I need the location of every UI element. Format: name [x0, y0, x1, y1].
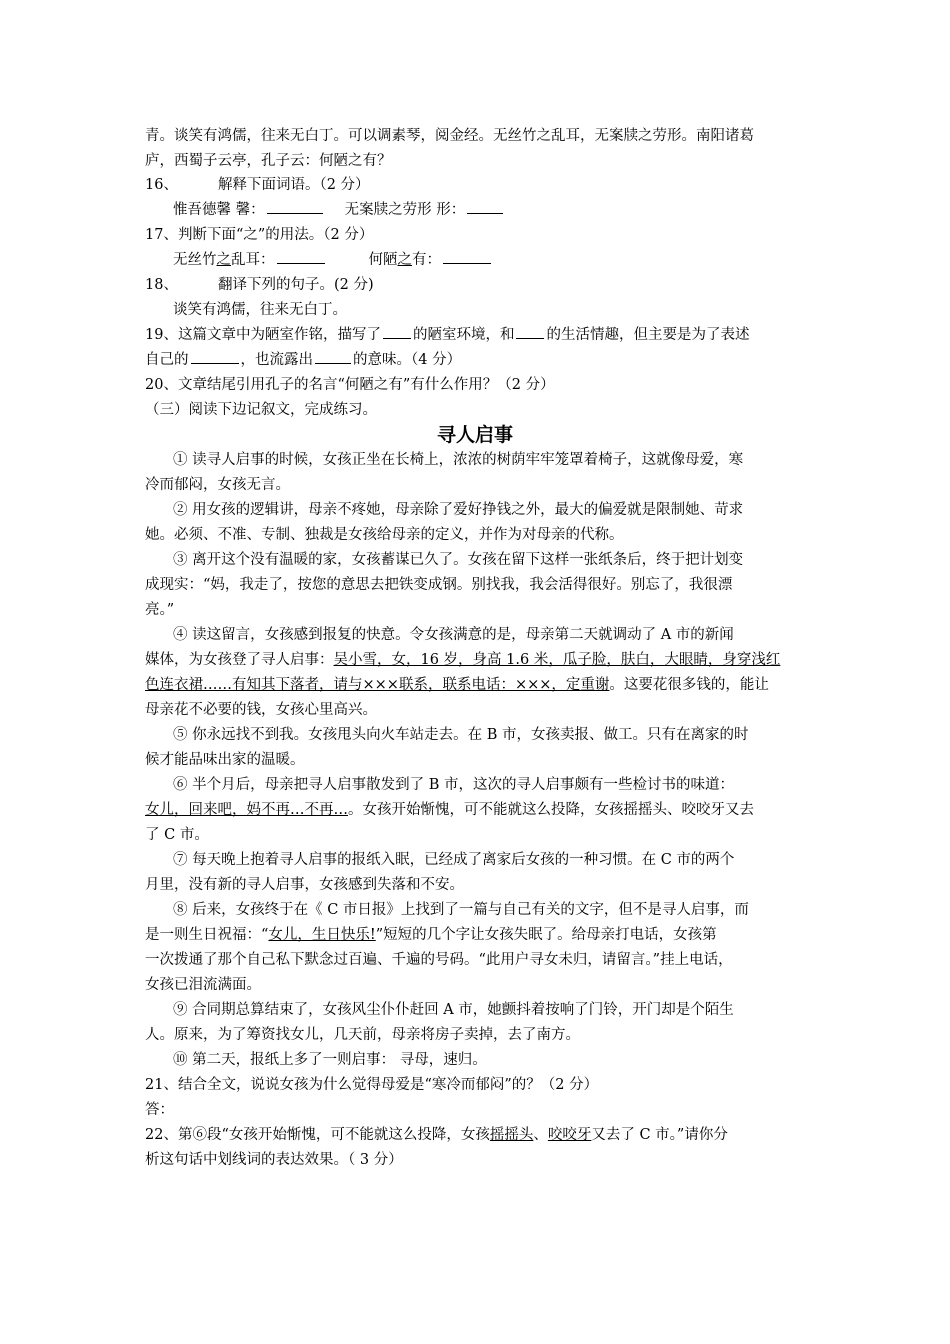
q17-item-2-text: 何陋 — [368, 252, 398, 268]
q19-text-a: 19、这篇文章中为陋室作铭，描写了 — [145, 327, 381, 343]
paragraph-4-line-3 — [145, 673, 810, 697]
paragraph-8-line-2 — [145, 923, 810, 947]
paragraph-5-line-2: 候才能品味出家的温暖。 — [145, 752, 305, 768]
question-16 — [145, 173, 810, 197]
paragraph-7-line-1: ⑦ 每天晚上抱着寻人启事的报纸入眠，已经成了离家后女孩的一种习惯。在 C 市的两个 — [173, 852, 735, 868]
q22-text-a: 22、第⑥段“女孩开始惭愧，可不能就这么投降，女孩 — [145, 1127, 490, 1143]
question-17: 17、判断下面“之”的用法。（2 分） — [145, 227, 374, 243]
paragraph-4-line-1: ④ 读这留言，女孩感到报复的快意。令女孩满意的是，母亲第二天就调动了 A 市的新闻 — [173, 627, 734, 643]
q19-text-f: 的意味。（4 分） — [353, 352, 462, 368]
q17-item-1-text: 无丝竹 — [173, 252, 217, 268]
poem-line-2: 庐，西蜀子云亭，孔子云：何陋之有？ — [145, 153, 392, 169]
question-19-line-1 — [145, 323, 810, 347]
p6-text: 。女孩开始惭愧，可不能就这么投降，女孩摇摇头、咬咬牙又去 — [348, 802, 754, 818]
q17-item-1-underlined: 之 — [216, 252, 231, 268]
question-20: 20、文章结尾引用孔子的名言“何陋之有”有什么作用？（2 分） — [145, 377, 555, 393]
q22-text-c: 又去了 C 市。”请你分 — [591, 1127, 728, 1143]
p8-underlined-greeting: 女儿，生日快乐! — [268, 927, 376, 943]
poem-line-1: 青。谈笑有鸿儒，往来无白丁。可以调素琴，阅金经。无丝竹之乱耳，无案牍之劳形。南阳诸葛 — [145, 128, 754, 144]
paragraph-8-line-3: 一次拨通了那个自己私下默念过百遍、千遍的号码。“此用户寻女未归，请留言。”挂上电话， — [145, 952, 733, 968]
answer-blank[interactable] — [516, 324, 544, 339]
paragraph-6-line-3: 了 C 市。 — [145, 827, 209, 843]
q22-underlined-1: 摇摇头 — [489, 1127, 534, 1143]
question-16-text: 解释下面词语。（2 分） — [217, 177, 370, 193]
p4-underlined-notice-cont: 色连衣裙……有知其下落者，请与×××联系，联系电话：×××，定重谢 — [145, 677, 610, 693]
paragraph-1-line-1: ① 读寻人启事的时候，女孩正坐在长椅上，浓浓的树荫牢牢笼罩着椅子，这就像母爱，寒 — [173, 452, 744, 468]
question-18-number: 18、 — [145, 277, 178, 293]
q17-item-2-underlined: 之 — [397, 252, 412, 268]
p4-text-cont: 。这要花很多钱的，能让 — [609, 677, 769, 693]
q22-underlined-2: 咬咬牙 — [547, 1127, 592, 1143]
question-18 — [145, 273, 810, 297]
p8-text-cont: ”短短的几个字让女孩失眠了。给母亲打电话，女孩第 — [375, 927, 717, 943]
question-21: 21、结合全文，说说女孩为什么觉得母爱是“寒冷而郁闷”的？（2 分） — [145, 1077, 599, 1093]
question-22-line-2: 析这句话中划线词的表达效果。（ 3 分） — [145, 1152, 403, 1168]
question-21-answer-label: 答： — [145, 1102, 174, 1118]
p4-text: 媒体，为女孩登了寻人启事： — [145, 652, 334, 668]
paragraph-6-line-1: ⑥ 半个月后，母亲把寻人启事散发到了 B 市，这次的寻人启事颇有一些检讨书的味道： — [173, 777, 734, 793]
q19-text-d: 自己的 — [145, 352, 189, 368]
q17-item-1-suffix: 乱耳： — [231, 252, 275, 268]
paragraph-5-line-1: ⑤ 你永远找不到我。女孩甩头向火车站走去。在 B 市，女孩卖报、做工。只有在离家的时 — [173, 727, 749, 743]
paragraph-3-line-1: ③ 离开这个没有温暖的家，女孩蓄谋已久了。女孩在留下这样一张纸条后，终于把计划变 — [173, 552, 744, 568]
paragraph-9-line-2: 人。原来，为了筹资找女儿，几天前，母亲将房子卖掉，去了南方。 — [145, 1027, 580, 1043]
question-18-sentence: 谈笑有鸿儒，往来无白丁。 — [173, 302, 347, 318]
answer-blank[interactable] — [267, 199, 323, 214]
paragraph-1-line-2: 冷而郁闷，女孩无言。 — [145, 477, 290, 493]
answer-blank[interactable] — [191, 349, 239, 364]
section-3-heading: （三）阅读下边记叙文，完成练习。 — [145, 402, 377, 418]
question-19-line-2 — [145, 348, 810, 372]
p4-underlined-notice: 吴小雪，女，16 岁，身高 1.6 米，瓜子脸，肤白，大眼睛，身穿浅红 — [333, 652, 781, 668]
paragraph-8-line-4: 女孩已泪流满面。 — [145, 977, 261, 993]
q19-text-b: 的陋室环境，和 — [412, 327, 515, 343]
paragraph-8-line-1: ⑧ 后来，女孩终于在《 C 市日报》上找到了一篇与自己有关的文字，但不是寻人启事，而 — [173, 902, 749, 918]
article-title: 寻人启事 — [436, 424, 513, 446]
paragraph-6-line-2 — [145, 798, 810, 822]
answer-blank[interactable] — [467, 199, 503, 214]
paragraph-3-line-3: 亮。” — [145, 602, 175, 618]
paragraph-3-line-2: 成现实：“妈，我走了，按您的意思去把铁变成钢。别找我，我会活得很好。别忘了，我很漂 — [145, 577, 733, 593]
p8-text: 是一则生日祝福：“ — [145, 927, 269, 943]
paragraph-4-line-2 — [145, 648, 810, 672]
q16-item-1: 惟吾德馨 馨： — [173, 202, 265, 218]
paragraph-2-line-2: 她。必须、不准、专制、独裁是女孩给母亲的定义，并作为对母亲的代称。 — [145, 527, 624, 543]
paragraph-2-line-1: ② 用女孩的逻辑讲，母亲不疼她，母亲除了爱好挣钱之外，最大的偏爱就是限制她、苛求 — [173, 502, 744, 518]
p6-underlined-notice: 女儿，回来吧，妈不再…不再… — [145, 802, 348, 818]
paragraph-7-line-2: 月里，没有新的寻人启事，女孩感到失落和不安。 — [145, 877, 464, 893]
question-18-text: 翻译下列的句子。(2 分) — [217, 277, 374, 293]
paragraph-9-line-1: ⑨ 合同期总算结束了，女孩风尘仆仆赶回 A 市，她颤抖着按响了门铃，开门却是个陌生 — [173, 1002, 734, 1018]
question-16-number: 16、 — [145, 177, 178, 193]
paragraph-4-line-4: 母亲花不必要的钱，女孩心里高兴。 — [145, 702, 377, 718]
q22-separator: 、 — [533, 1127, 548, 1143]
answer-blank[interactable] — [277, 249, 325, 264]
q17-item-2-suffix: 有： — [412, 252, 441, 268]
answer-blank[interactable] — [315, 349, 351, 364]
question-22-line-1 — [145, 1123, 810, 1147]
answer-blank[interactable] — [383, 324, 411, 339]
question-16-items — [173, 198, 810, 222]
q16-item-2: 无案牍之劳形 形： — [344, 202, 466, 218]
paragraph-10: ⑩ 第二天，报纸上多了一则启事： 寻母，速归。 — [173, 1052, 487, 1068]
answer-blank[interactable] — [443, 249, 491, 264]
q19-text-e: ，也流露出 — [240, 352, 313, 368]
q19-text-c: 的生活情趣，但主要是为了表述 — [546, 327, 750, 343]
question-17-items — [173, 248, 810, 272]
